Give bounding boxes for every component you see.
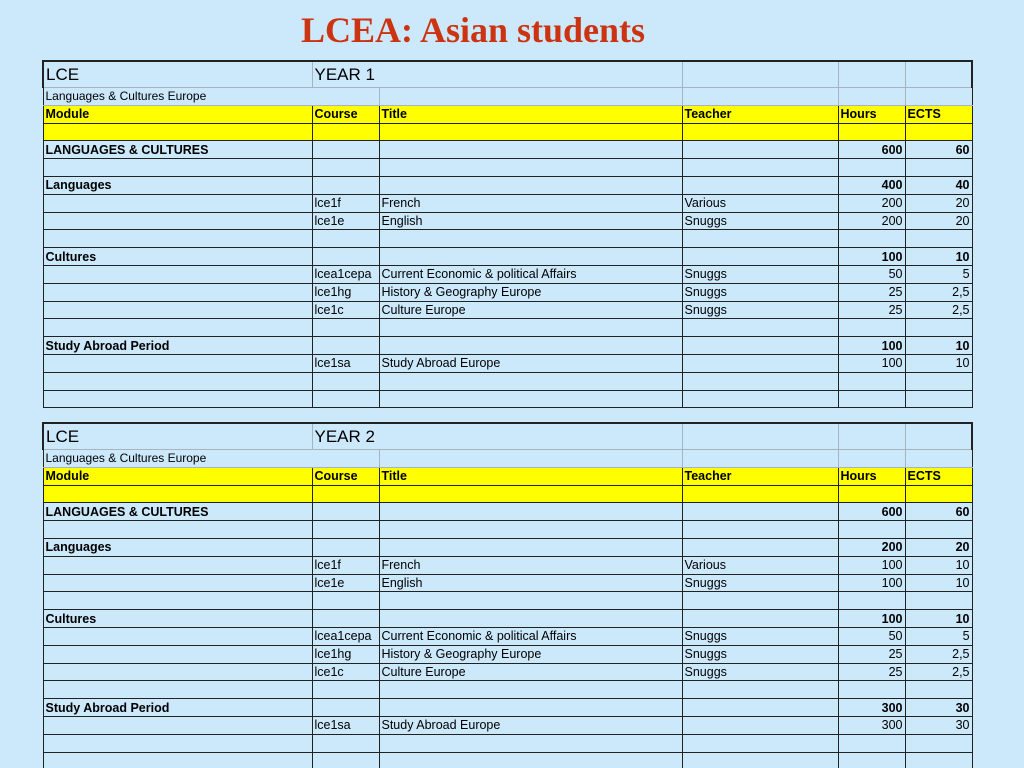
course-title-cell: Study Abroad Europe <box>379 716 682 734</box>
hours-cell: 400 <box>838 176 905 194</box>
hours-cell: 100 <box>838 337 905 355</box>
course-title-cell: History & Geography Europe <box>379 645 682 663</box>
course-row <box>43 283 972 301</box>
ects-cell: 20 <box>905 538 972 556</box>
hours-cell: 25 <box>838 663 905 681</box>
course-code-cell <box>312 610 379 628</box>
module-cell: Cultures <box>43 610 312 628</box>
teacher-cell <box>682 176 838 194</box>
course-code-cell: lce1hg <box>312 283 379 301</box>
module-cell <box>43 627 312 645</box>
ects-cell: 60 <box>905 141 972 159</box>
course-row <box>43 265 972 283</box>
course-code-cell <box>312 337 379 355</box>
course-row <box>43 663 972 681</box>
course-code-cell: lce1f <box>312 556 379 574</box>
column-header: Hours <box>838 105 905 123</box>
module-cell <box>43 265 312 283</box>
blank-row <box>43 372 972 390</box>
hours-cell: 600 <box>838 141 905 159</box>
column-header: ECTS <box>905 467 972 485</box>
module-group-row <box>43 610 972 628</box>
ects-cell: 2,5 <box>905 283 972 301</box>
ects-cell: 5 <box>905 265 972 283</box>
hours-cell: 100 <box>838 610 905 628</box>
blank-row <box>43 734 972 752</box>
blank-row <box>43 752 972 768</box>
blank-row <box>43 390 972 408</box>
module-cell <box>43 645 312 663</box>
teacher-cell: Snuggs <box>682 645 838 663</box>
column-header: Teacher <box>682 467 838 485</box>
module-cell: Languages <box>43 538 312 556</box>
course-title-cell: History & Geography Europe <box>379 283 682 301</box>
teacher-cell: Various <box>682 194 838 212</box>
ects-cell: 10 <box>905 354 972 372</box>
hours-cell: 25 <box>838 301 905 319</box>
module-cell: Study Abroad Period <box>43 337 312 355</box>
course-title-cell <box>379 699 682 717</box>
column-header: Hours <box>838 467 905 485</box>
blank-row <box>43 319 972 337</box>
course-row <box>43 354 972 372</box>
column-header: Title <box>379 467 682 485</box>
teacher-cell: Snuggs <box>682 627 838 645</box>
course-title-cell: Current Economic & political Affairs <box>379 627 682 645</box>
module-cell: LANGUAGES & CULTURES <box>43 141 312 159</box>
course-title-cell: English <box>379 212 682 230</box>
course-code-cell: lcea1cepa <box>312 265 379 283</box>
module-group-row <box>43 141 972 159</box>
hours-cell: 50 <box>838 265 905 283</box>
teacher-cell: Snuggs <box>682 212 838 230</box>
page-title: LCEA: Asian students <box>300 10 646 50</box>
course-row <box>43 212 972 230</box>
hours-cell: 100 <box>838 248 905 266</box>
module-cell <box>43 212 312 230</box>
column-header-row <box>43 467 972 485</box>
column-header-row <box>43 105 972 123</box>
column-header: Module <box>43 467 312 485</box>
module-cell <box>43 556 312 574</box>
ects-cell: 2,5 <box>905 663 972 681</box>
module-group-row <box>43 538 972 556</box>
module-cell <box>43 716 312 734</box>
module-cell <box>43 663 312 681</box>
module-cell: Languages <box>43 176 312 194</box>
course-title-cell <box>379 538 682 556</box>
column-header: Module <box>43 105 312 123</box>
course-title-cell: Culture Europe <box>379 663 682 681</box>
blank-row <box>43 592 972 610</box>
course-code-cell: lce1c <box>312 663 379 681</box>
hours-cell: 600 <box>838 503 905 521</box>
course-title-cell: Current Economic & political Affairs <box>379 265 682 283</box>
course-row <box>43 301 972 319</box>
teacher-cell <box>682 538 838 556</box>
teacher-cell: Snuggs <box>682 301 838 319</box>
teacher-cell <box>682 716 838 734</box>
course-code-cell <box>312 141 379 159</box>
blank-row <box>43 681 972 699</box>
course-row <box>43 574 972 592</box>
year-label: YEAR 1 <box>312 61 682 88</box>
program-label: LCE <box>43 423 312 450</box>
teacher-cell <box>682 337 838 355</box>
ects-cell: 30 <box>905 699 972 717</box>
course-code-cell <box>312 699 379 717</box>
module-cell: Study Abroad Period <box>43 699 312 717</box>
course-code-cell: lce1c <box>312 301 379 319</box>
ects-cell: 2,5 <box>905 645 972 663</box>
module-group-row <box>43 337 972 355</box>
column-header: Course <box>312 467 379 485</box>
course-code-cell: lce1f <box>312 194 379 212</box>
module-cell <box>43 283 312 301</box>
ects-cell: 10 <box>905 610 972 628</box>
column-header: Course <box>312 105 379 123</box>
course-title-cell: Culture Europe <box>379 301 682 319</box>
hours-cell: 25 <box>838 283 905 301</box>
course-code-cell <box>312 503 379 521</box>
course-row <box>43 645 972 663</box>
teacher-cell: Snuggs <box>682 663 838 681</box>
highlight-spacer-row <box>43 485 972 503</box>
ects-cell: 10 <box>905 248 972 266</box>
course-code-cell <box>312 248 379 266</box>
course-code-cell: lcea1cepa <box>312 627 379 645</box>
module-group-row <box>43 176 972 194</box>
ects-cell: 2,5 <box>905 301 972 319</box>
subtitle-row <box>43 450 972 468</box>
course-code-cell <box>312 538 379 556</box>
blank-row <box>43 159 972 177</box>
column-header: ECTS <box>905 105 972 123</box>
teacher-cell <box>682 610 838 628</box>
ects-cell: 10 <box>905 574 972 592</box>
teacher-cell <box>682 141 838 159</box>
hours-cell: 100 <box>838 354 905 372</box>
module-group-row <box>43 248 972 266</box>
ects-cell: 10 <box>905 337 972 355</box>
course-row <box>43 556 972 574</box>
blank-row <box>43 521 972 539</box>
course-title-cell <box>379 337 682 355</box>
module-group-row <box>43 699 972 717</box>
teacher-cell: Snuggs <box>682 283 838 301</box>
ects-cell: 30 <box>905 716 972 734</box>
year-1-table <box>42 60 973 408</box>
year-2-table <box>42 422 973 768</box>
course-title-cell: French <box>379 194 682 212</box>
column-header: Teacher <box>682 105 838 123</box>
ects-cell: 40 <box>905 176 972 194</box>
table-header-row <box>43 61 972 88</box>
hours-cell: 300 <box>838 716 905 734</box>
teacher-cell <box>682 503 838 521</box>
year-label: YEAR 2 <box>312 423 682 450</box>
teacher-cell: Snuggs <box>682 265 838 283</box>
ects-cell: 20 <box>905 212 972 230</box>
program-label: LCE <box>43 61 312 88</box>
teacher-cell: Snuggs <box>682 574 838 592</box>
course-code-cell <box>312 176 379 194</box>
table-header-row <box>43 423 972 450</box>
teacher-cell <box>682 354 838 372</box>
ects-cell: 5 <box>905 627 972 645</box>
hours-cell: 50 <box>838 627 905 645</box>
hours-cell: 300 <box>838 699 905 717</box>
teacher-cell: Various <box>682 556 838 574</box>
module-cell <box>43 574 312 592</box>
blank-row <box>43 230 972 248</box>
course-row <box>43 716 972 734</box>
subtitle-row <box>43 88 972 106</box>
ects-cell: 10 <box>905 556 972 574</box>
module-cell: Cultures <box>43 248 312 266</box>
hours-cell: 200 <box>838 538 905 556</box>
column-header: Title <box>379 105 682 123</box>
hours-cell: 25 <box>838 645 905 663</box>
course-title-cell: English <box>379 574 682 592</box>
teacher-cell <box>682 248 838 266</box>
hours-cell: 200 <box>838 194 905 212</box>
course-title-cell <box>379 248 682 266</box>
module-cell <box>43 194 312 212</box>
ects-cell: 20 <box>905 194 972 212</box>
course-title-cell <box>379 141 682 159</box>
module-cell <box>43 301 312 319</box>
hours-cell: 100 <box>838 556 905 574</box>
module-cell: LANGUAGES & CULTURES <box>43 503 312 521</box>
course-code-cell: lce1sa <box>312 716 379 734</box>
course-title-cell: French <box>379 556 682 574</box>
teacher-cell <box>682 699 838 717</box>
highlight-spacer-row <box>43 123 972 141</box>
course-code-cell: lce1hg <box>312 645 379 663</box>
hours-cell: 200 <box>838 212 905 230</box>
module-group-row <box>43 503 972 521</box>
course-code-cell: lce1e <box>312 212 379 230</box>
course-title-cell <box>379 610 682 628</box>
hours-cell: 100 <box>838 574 905 592</box>
program-subtitle: Languages & Cultures Europe <box>43 450 379 468</box>
course-title-cell: Study Abroad Europe <box>379 354 682 372</box>
course-row <box>43 194 972 212</box>
course-code-cell: lce1e <box>312 574 379 592</box>
course-title-cell <box>379 503 682 521</box>
course-title-cell <box>379 176 682 194</box>
course-row <box>43 627 972 645</box>
program-subtitle: Languages & Cultures Europe <box>43 88 379 106</box>
ects-cell: 60 <box>905 503 972 521</box>
module-cell <box>43 354 312 372</box>
course-code-cell: lce1sa <box>312 354 379 372</box>
